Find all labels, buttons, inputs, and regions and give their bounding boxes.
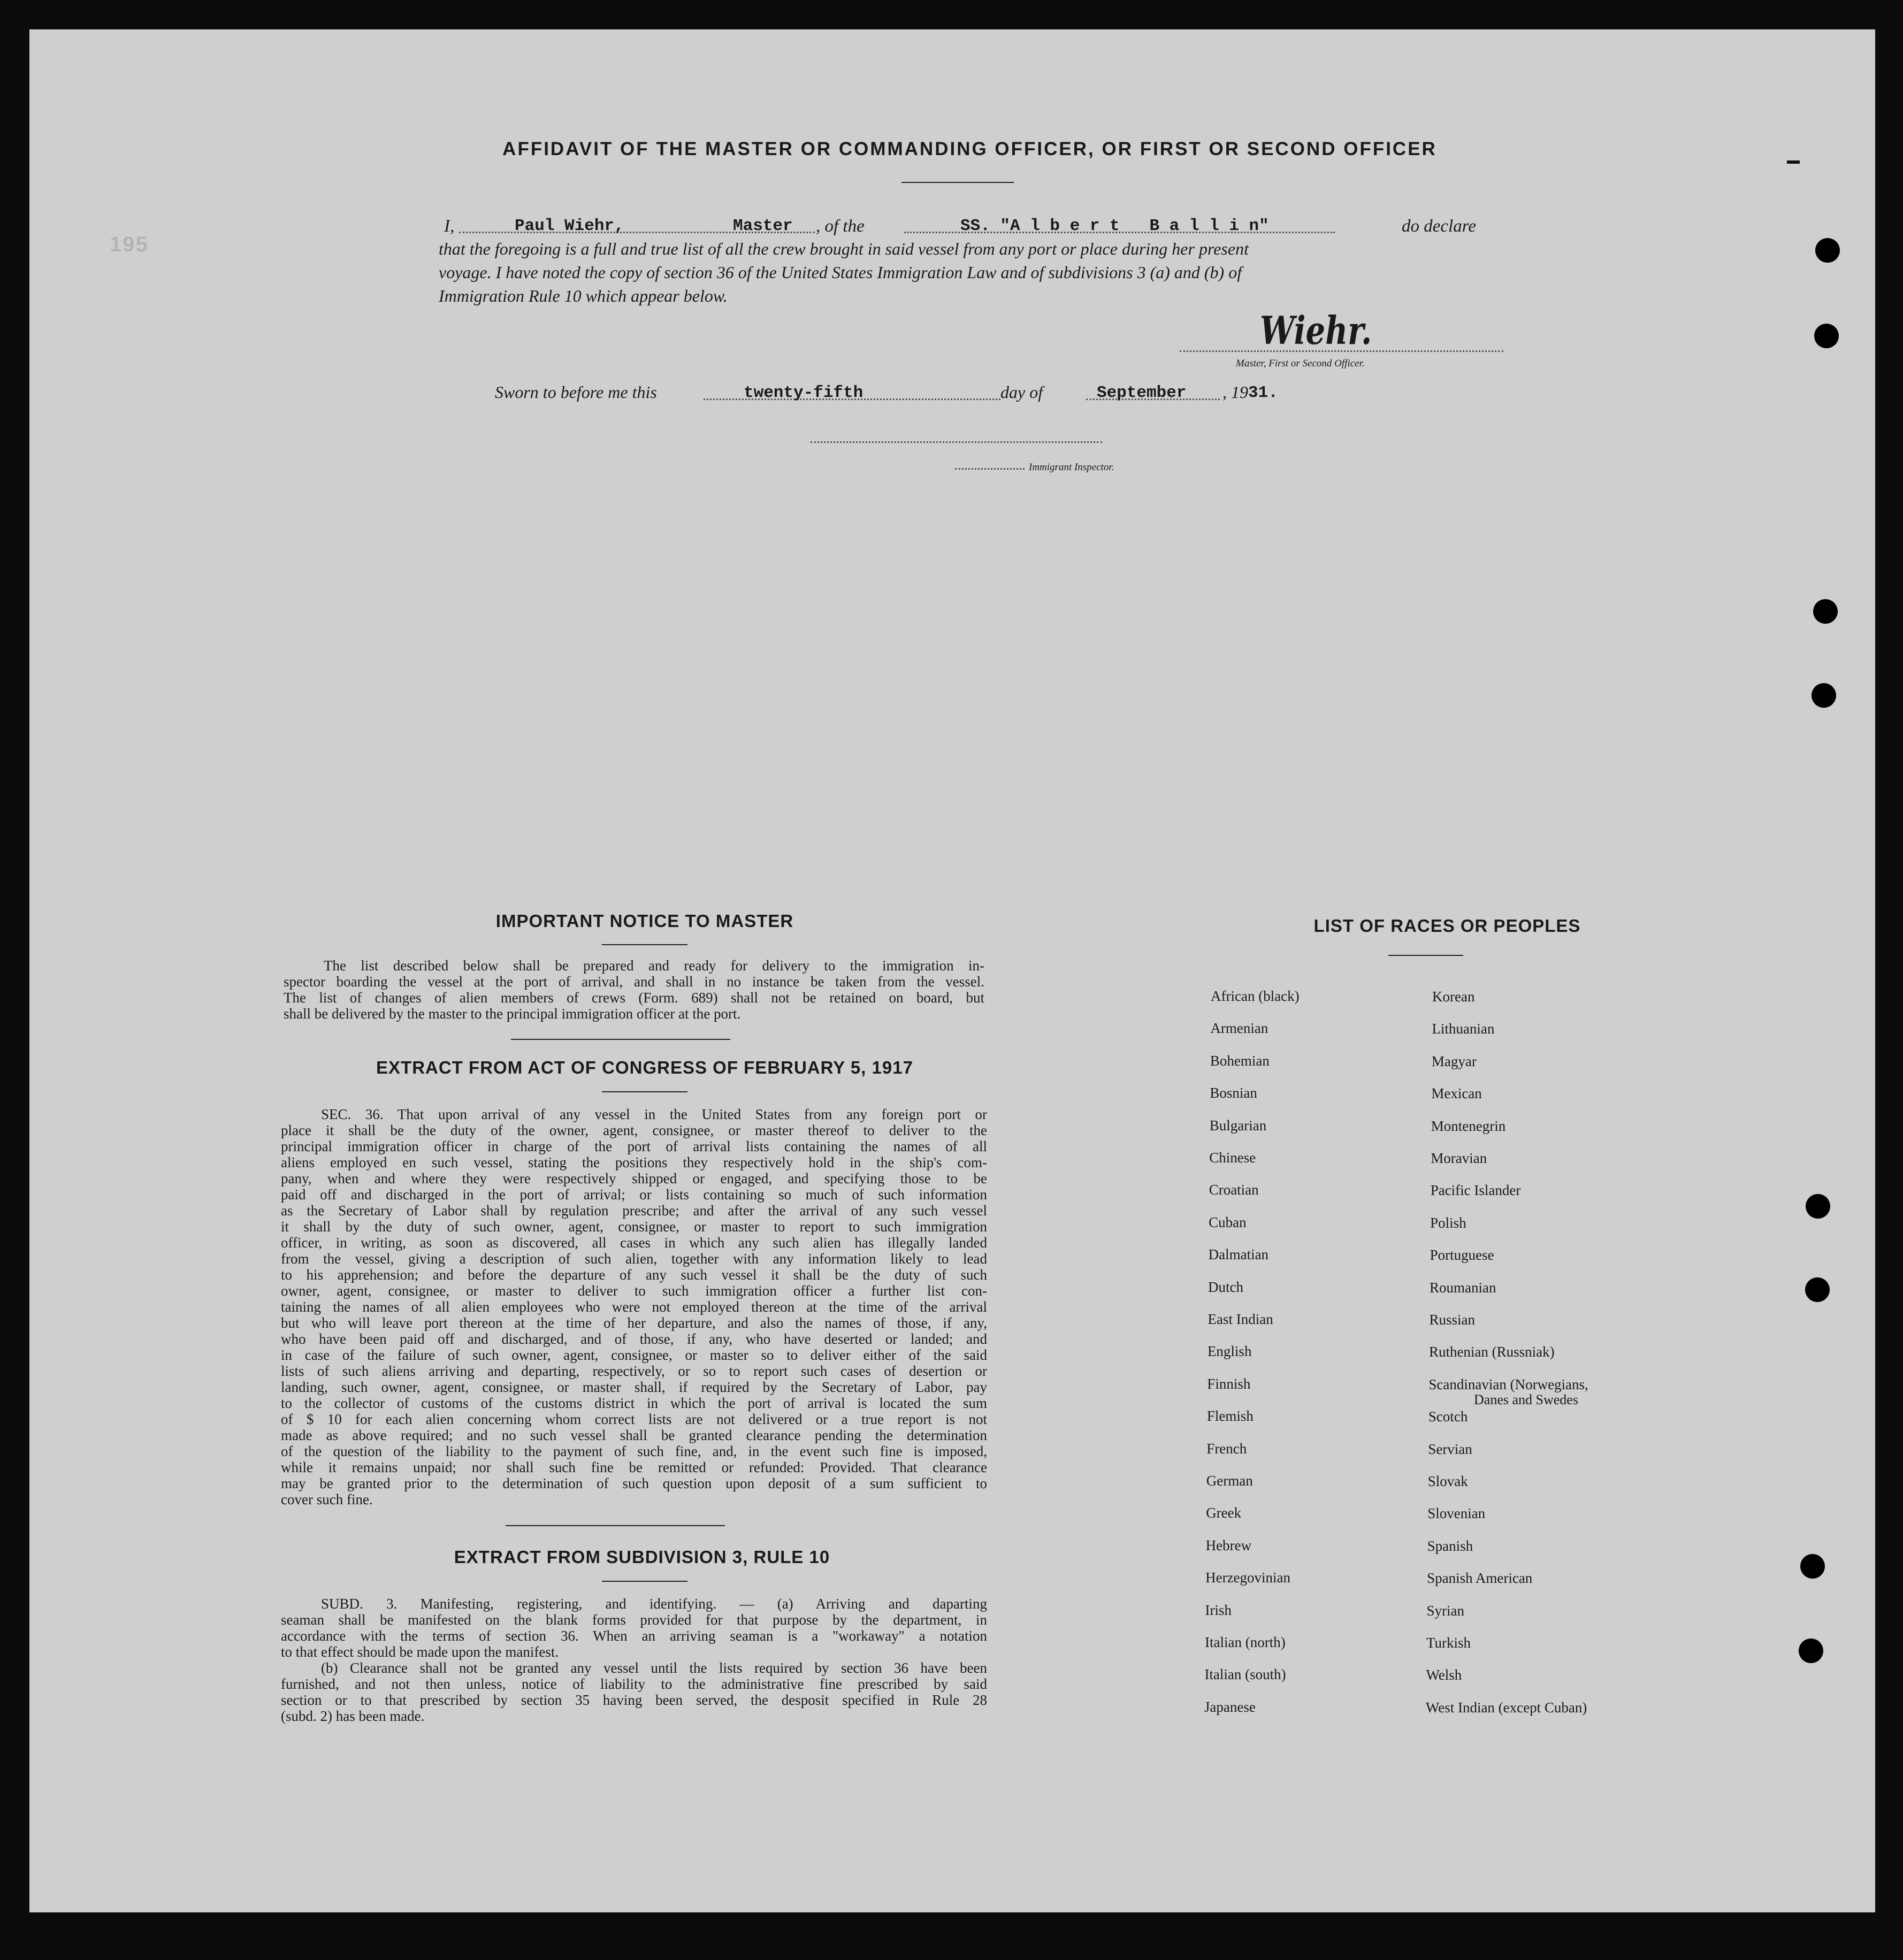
inspector-dots-2 (955, 468, 1025, 470)
race-item: Spanish (1427, 1537, 1473, 1554)
race-item: Korean (1432, 989, 1475, 1005)
text-line: but who will leave port thereon at the time of her departure, and also the names of those, if any, (281, 1315, 987, 1331)
race-item: French (1206, 1440, 1247, 1457)
sworn-month: September (1097, 384, 1187, 402)
race-item: Irish (1205, 1602, 1232, 1618)
inspector-caption: Immigrant Inspector. (1029, 462, 1114, 473)
race-item: African (black) (1211, 988, 1300, 1004)
text-line: while it remains unpaid; nor shall such fine be remitted or refunded: Provided. That clearance (281, 1459, 987, 1475)
text-line: SEC. 36. That upon arrival of any vessel in the United States from any foreign port or (321, 1106, 987, 1122)
race-item: Italian (south) (1204, 1666, 1286, 1683)
text-line: cover such fine. (281, 1491, 373, 1507)
text-line: officer, in writing, as soon as discovered, all cases in which any such alien has illegally landed (281, 1235, 987, 1251)
text-line: The list described below shall be prepared and ready for delivery to the immigration in- (324, 958, 984, 974)
notice-body (284, 958, 984, 1022)
text-line: shall be delivered by the master to the principal immigration officer at the port. (284, 1006, 741, 1022)
punch-hole (1800, 1554, 1825, 1579)
stamp-number: 195 (110, 233, 149, 256)
signature-dots (1180, 350, 1503, 352)
punch-hole (1805, 1277, 1830, 1302)
race-item: Mexican (1431, 1085, 1482, 1102)
race-item: East Indian (1207, 1311, 1273, 1327)
of-the-text: , of the (816, 217, 865, 236)
heading-rule (901, 182, 1014, 183)
text-line: landing, such owner, agent, consignee, or master shall, if required by the Secretary of Labor, pay (281, 1379, 987, 1395)
race-item: Spanish American (1427, 1570, 1533, 1587)
text-line: to that effect should be made upon the manifest. (281, 1644, 559, 1660)
race-item: Italian (north) (1205, 1634, 1286, 1650)
race-item: Cuban (1209, 1214, 1247, 1230)
act-divider (506, 1525, 725, 1526)
race-item: Japanese (1204, 1698, 1256, 1715)
inspector-dots-1 (811, 441, 1102, 443)
text-line: to the collector of customs of the customs district in which the port of arrival is located the sum (281, 1395, 987, 1411)
notice-divider (511, 1039, 730, 1040)
race-item: Ruthenian (Russniak) (1428, 1344, 1555, 1360)
race-item: Portuguese (1430, 1247, 1494, 1264)
text-line: of the question of the liability to the payment of such fine, and, in the event such fine is imposed, (281, 1443, 987, 1459)
race-item: Russian (1429, 1312, 1476, 1328)
sworn-line (495, 382, 1351, 406)
text-line: spector boarding the vessel at the port of arrival, and shall in no instance be taken from the vessel. (284, 974, 984, 990)
text-line: made as above required; and no such vessel shall be granted clearance pending the determination (281, 1427, 987, 1443)
text-line: seaman shall be manifested on the blank forms provided for that purpose by the department, in (281, 1612, 987, 1628)
race-item: Pacific Islander (1430, 1182, 1521, 1199)
do-declare-text: do declare (1402, 217, 1476, 236)
act-body (281, 1106, 987, 1507)
affidavit-line-3: voyage. I have noted the copy of section 36 of the United States Immigration Law and of subdivisions 3 (a) and (b) of (439, 263, 1242, 282)
race-item: Hebrew (1205, 1537, 1252, 1553)
race-item: Slovak (1427, 1473, 1468, 1489)
race-item: Armenian (1210, 1020, 1268, 1037)
race-item: Bosnian (1210, 1085, 1257, 1101)
rule-body (281, 1596, 987, 1724)
act-heading-rule (602, 1091, 687, 1092)
text-line: from the vessel, giving a description of such alien, together with any information likely to lead (281, 1251, 987, 1267)
text-line: pany, when and where they were respectively shipped or engaged, and specifying those to be (281, 1170, 987, 1186)
notice-heading-rule (602, 944, 687, 945)
master-name: Paul Wiehr, (515, 217, 624, 235)
text-line: may be granted prior to the determination of such question upon deposit of a sum sufficient to (281, 1475, 987, 1491)
rule-heading: EXTRACT FROM SUBDIVISION 3, RULE 10 (454, 1547, 830, 1567)
race-item: Syrian (1426, 1602, 1465, 1619)
race-item: Scandinavian (Norwegians, (1428, 1376, 1588, 1392)
notice-heading: IMPORTANT NOTICE TO MASTER (495, 911, 794, 931)
text-line: The list of changes of alien members of crews (Form. 689) shall not be retained on board, but (284, 990, 984, 1006)
race-item: West Indian (except Cuban) (1425, 1699, 1587, 1716)
race-item: German (1206, 1473, 1253, 1489)
text-line: it shall by the duty of such owner, agent, consignee, or master to report to such immigration (281, 1219, 987, 1235)
master-rank: Master (733, 217, 793, 235)
punch-hole (1806, 1194, 1830, 1219)
race-item: Montenegrin (1431, 1117, 1506, 1134)
race-item: Servian (1428, 1441, 1472, 1457)
text-line: of $ 10 for each alien concerning whom correct lists are not delivered or a true report is not (281, 1411, 987, 1427)
text-line: furnished, and not then unless, notice of liability to the administrative fine prescribed by said (281, 1676, 987, 1692)
master-signature: Wiehr. (1260, 308, 1372, 353)
text-line: as the Secretary of Labor shall by regulation prescribe; and after the arrival of any such vessel (281, 1203, 987, 1219)
text-line: to his apprehension; and before the departure of any such vessel it shall be the duty of such (281, 1267, 987, 1283)
races-heading: LIST OF RACES OR PEOPLES (1313, 916, 1581, 936)
race-item: Polish (1430, 1214, 1466, 1231)
text-line: (b) Clearance shall not be granted any vessel until the lists required by section 36 have been (321, 1660, 987, 1676)
sworn-label: Sworn to before me this (495, 382, 657, 402)
races-heading-rule (1388, 955, 1463, 956)
race-item: Welsh (1426, 1667, 1462, 1683)
signature-caption: Master, First or Second Officer. (1236, 358, 1365, 369)
race-item: Greek (1206, 1505, 1242, 1521)
race-item: Moravian (1431, 1150, 1487, 1166)
rule-heading-rule (602, 1581, 687, 1582)
pronoun: I, (444, 217, 455, 236)
affidavit-line-2: that the foregoing is a full and true list of all the crew brought in said vessel from any port or place during her present (439, 239, 1249, 258)
year-suffix: 31. (1248, 384, 1278, 402)
text-line: principal immigration officer in charge of the port of arrival lists containing the names of all (281, 1138, 987, 1154)
punch-hole (1812, 683, 1836, 708)
text-line: aliens employed en such vessel, stating the positions they respectively hold in the ship's com- (281, 1154, 987, 1170)
race-item: Slovenian (1427, 1505, 1486, 1522)
race-item: Herzegovinian (1205, 1569, 1291, 1586)
punch-hole (1799, 1639, 1823, 1663)
text-line: owner, agent, consignee, or master to deliver to such immigration officer a further list con- (281, 1283, 987, 1299)
race-item: Finnish (1207, 1375, 1251, 1392)
text-line: paid off and discharged in the port of arrival; or lists containing so much of such information (281, 1186, 987, 1203)
text-line: who have been paid off and discharged, and of those, if any, who have deserted or landed; and (281, 1331, 987, 1347)
race-item: Dalmatian (1208, 1246, 1269, 1263)
vessel-name: SS. "A l b e r t B a l l i n" (960, 217, 1269, 235)
text-line: section or to that prescribed by section 35 having been served, the desposit specified in Rule 28 (281, 1692, 987, 1708)
edge-mark (1787, 160, 1800, 164)
race-item: Turkish (1426, 1635, 1471, 1651)
text-line: lists of such aliens arriving and departing, respectively, or so to report such cases of desertion or (281, 1363, 987, 1379)
race-item: Lithuanian (1432, 1021, 1495, 1037)
race-item: Croatian (1209, 1182, 1259, 1198)
text-line: SUBD. 3. Manifesting, registering, and identifying. — (a) Arriving and daparting (321, 1596, 987, 1612)
text-line: in case of the failure of such owner, agent, consignee, or master so to deliver either of the said (281, 1347, 987, 1363)
affidavit-heading: AFFIDAVIT OF THE MASTER OR COMMANDING OFFICER, OR FIRST OR SECOND OFFICER (502, 139, 1437, 159)
race-item: Magyar (1431, 1053, 1477, 1069)
punch-hole (1815, 238, 1840, 263)
day-of-text: day of (1000, 382, 1043, 402)
text-line: place it shall be the duty of the owner, agent, consignee, or master thereof to deliver to the (281, 1122, 987, 1138)
race-scandinavian-continuation: Danes and Swedes (1474, 1392, 1578, 1407)
race-item: Scotch (1428, 1408, 1468, 1425)
text-line: taining the names of all alien employees who were not employed thereon at the time of the arrival (281, 1299, 987, 1315)
race-item: Bulgarian (1209, 1117, 1267, 1134)
race-item: English (1207, 1343, 1252, 1360)
race-item: Flemish (1206, 1408, 1254, 1425)
race-item: Roumanian (1430, 1279, 1496, 1296)
sworn-day: twenty-fifth (744, 384, 863, 402)
race-item: Chinese (1209, 1150, 1256, 1166)
act-heading: EXTRACT FROM ACT OF CONGRESS OF FEBRUARY 5, 1917 (376, 1058, 913, 1077)
punch-hole (1814, 324, 1839, 348)
year-prefix: , 19 (1222, 382, 1248, 402)
affidavit-line-4: Immigration Rule 10 which appear below. (439, 286, 728, 305)
race-item: Bohemian (1210, 1052, 1270, 1069)
text-line: accordance with the terms of section 36. When an arriving seaman is a "workaway" a notation (281, 1628, 987, 1644)
punch-hole (1813, 599, 1838, 624)
affidavit-line-1 (444, 217, 1506, 238)
race-item: Dutch (1208, 1278, 1244, 1295)
text-line: (subd. 2) has been made. (281, 1708, 425, 1724)
document-page (29, 29, 1875, 1912)
